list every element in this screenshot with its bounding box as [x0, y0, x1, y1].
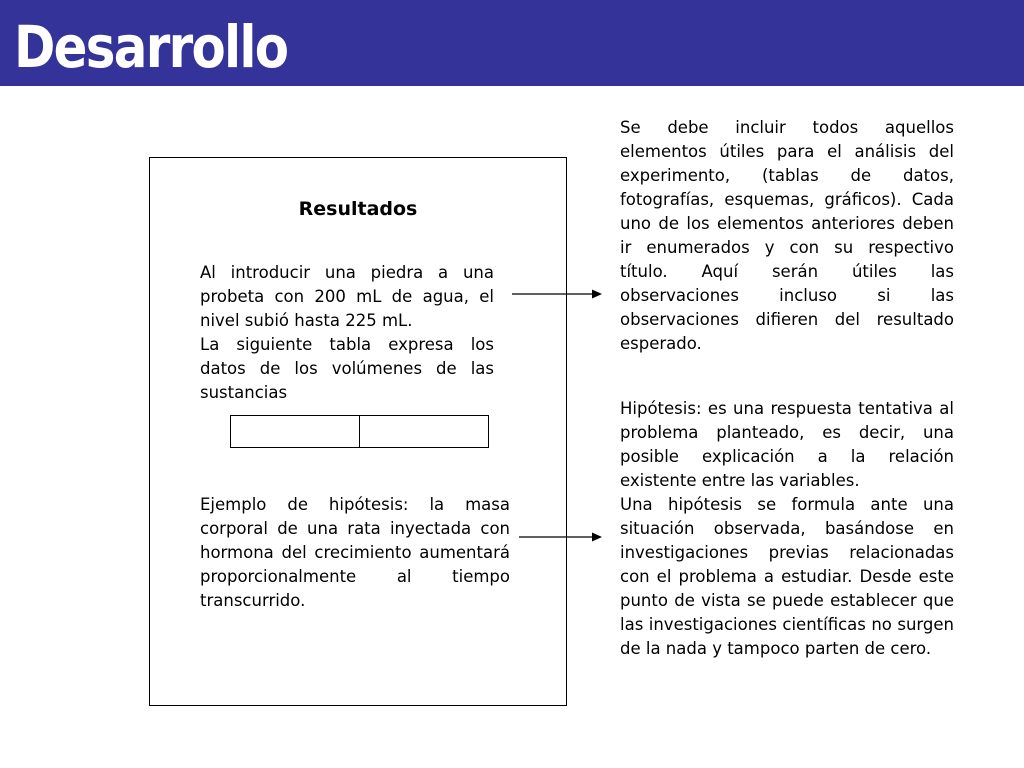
intro-paragraph-1: Al introducir una piedra a una probeta con 200 mL de agua, el nivel subió hasta 225 mL. [200, 263, 494, 330]
intro-paragraph-2: La siguiente tabla expresa los datos de los volúmenes de las sustancias [200, 335, 494, 402]
hypothesis-example: Ejemplo de hipótesis: la masa corporal de una rata inyectada con hormona del crecimiento aumentará proporcionalmente al tiempo transcurrido. [200, 495, 510, 610]
hypothesis-note [620, 397, 954, 661]
arrow-right-icon [519, 529, 604, 545]
table-cell-2 [360, 416, 489, 448]
results-intro [200, 261, 494, 405]
hypothesis-formulation: Una hipótesis se formula ante una situación observada, basándose en investigaciones previas relacionadas con el problema a estudiar. Desde este punto de vista se puede establecer que las investigaciones científicas no surgen de la nada y tampoco parten de cero. [620, 495, 954, 658]
slide-title: Desarrollo [14, 13, 288, 81]
arrow-right-icon [512, 286, 604, 302]
table-row [231, 416, 489, 448]
results-note: Se debe incluir todos aquellos elementos útiles para el análisis del experimento, (tablas de datos, fotografías, esquemas, gráficos). Cada uno de los elementos anteriores deben ir enumerados y con su respectivo título. Aquí serán útiles las observaciones incluso si las observaciones difieren del resultado esperado. [620, 118, 954, 353]
table-cell-1 [231, 416, 360, 448]
hypothesis-definition: Hipótesis: es una respuesta tentativa al problema planteado, es decir, una posible explicación a la relación existente entre las variables. [620, 399, 954, 490]
results-panel [149, 157, 567, 706]
results-heading: Resultados [298, 198, 418, 220]
volume-table [230, 415, 489, 448]
